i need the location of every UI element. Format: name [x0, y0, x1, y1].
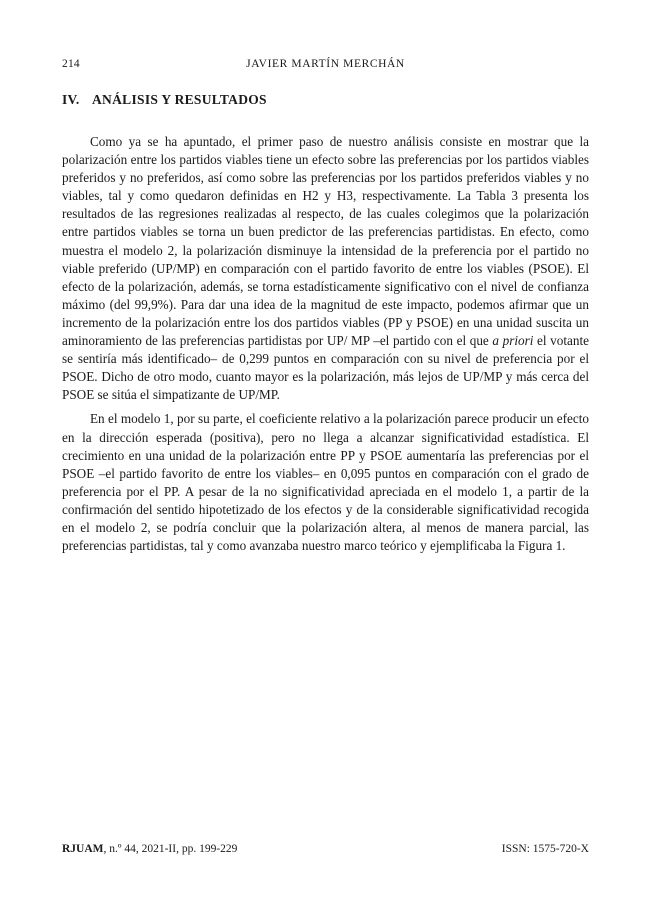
footer-citation — [62, 843, 237, 855]
journal-name: RJUAM — [62, 843, 104, 855]
section-heading — [62, 92, 267, 108]
issue-info: , n.º 44, 2021-II, pp. 199-229 — [103, 843, 238, 855]
running-head — [62, 58, 589, 74]
page-number: 214 — [62, 58, 80, 70]
paragraph-1 — [62, 133, 589, 404]
footer-issn: ISSN: 1575-720-X — [501, 843, 589, 855]
paragraph-1-italic: a priori — [492, 333, 534, 349]
paragraph-1-text-a: Como ya se ha apuntado, el primer paso de nuestro análisis consiste en mostrar que la polarización entre los partidos viables tiene un efecto sobre las preferencias por los partidos viables preferidos y no preferidos, así como sobre las preferencias por los partidos preferidos viables y no viables, tal y como quedaron definidas en H2 y H3, respectivamente. La Tabla 3 presenta los resultados de las regresiones realizadas al respecto, de las cuales colegimos que la polarización entre partidos viables se torna un buen predictor de las preferencias partidistas. En efecto, como muestra el modelo 2, la polarización disminuye la intensidad de la preferencia por el partido no viable preferido (UP/MP) en comparación con el partido favorito de entre los viables (PSOE). El efecto de la polarización, además, se torna estadísticamente significativo con el nivel de confianza máximo (del 99,9%). Para dar una idea de la magnitud de este impacto, podemos afirmar que un incremento de la polarización entre los dos partidos viables (PP y PSOE) en una unidad suscita un aminoramiento de las preferencias partidistas por UP/ MP –el partido con el que — [62, 134, 589, 349]
page-footer — [62, 843, 589, 859]
section-number: IV. — [62, 92, 80, 107]
paragraph-2: En el modelo 1, por su parte, el coeficiente relativo a la polarización parece producir un efecto en la dirección esperada (positiva), pero no llega a alcanzar significatividad estadística. El crecimiento en una unidad de la polarización entre PP y PSOE aumentaría las preferencias por el PSOE –el partido favorito de entre los viables– en 0,095 puntos en comparación con el grado de preferencia por el PP. A pesar de la no significatividad apreciada en el modelo 1, a partir de la confirmación del sentido hipotetizado de los efectos y de la considerable significatividad recogida en el modelo 2, se podría concluir que la polarización altera, al menos de manera parcial, las preferencias partidistas, tal y como avanzaba nuestro marco teórico y ejemplificaba la Figura 1. — [62, 411, 589, 554]
running-head-author: JAVIER MARTÍN MERCHÁN — [246, 58, 405, 70]
paragraph-1-text-b: el votante se sentiría más identificado– de 0,299 puntos en comparación con su nivel de preferencia por el PSOE. Dicho de otro modo, cuanto mayor es la polarización, más lejos de UP/MP y más cerca del PSOE se sitúa el simpatizante de UP/MP. — [62, 333, 589, 403]
section-title: ANÁLISIS Y RESULTADOS — [92, 92, 267, 107]
body-text — [62, 133, 589, 555]
